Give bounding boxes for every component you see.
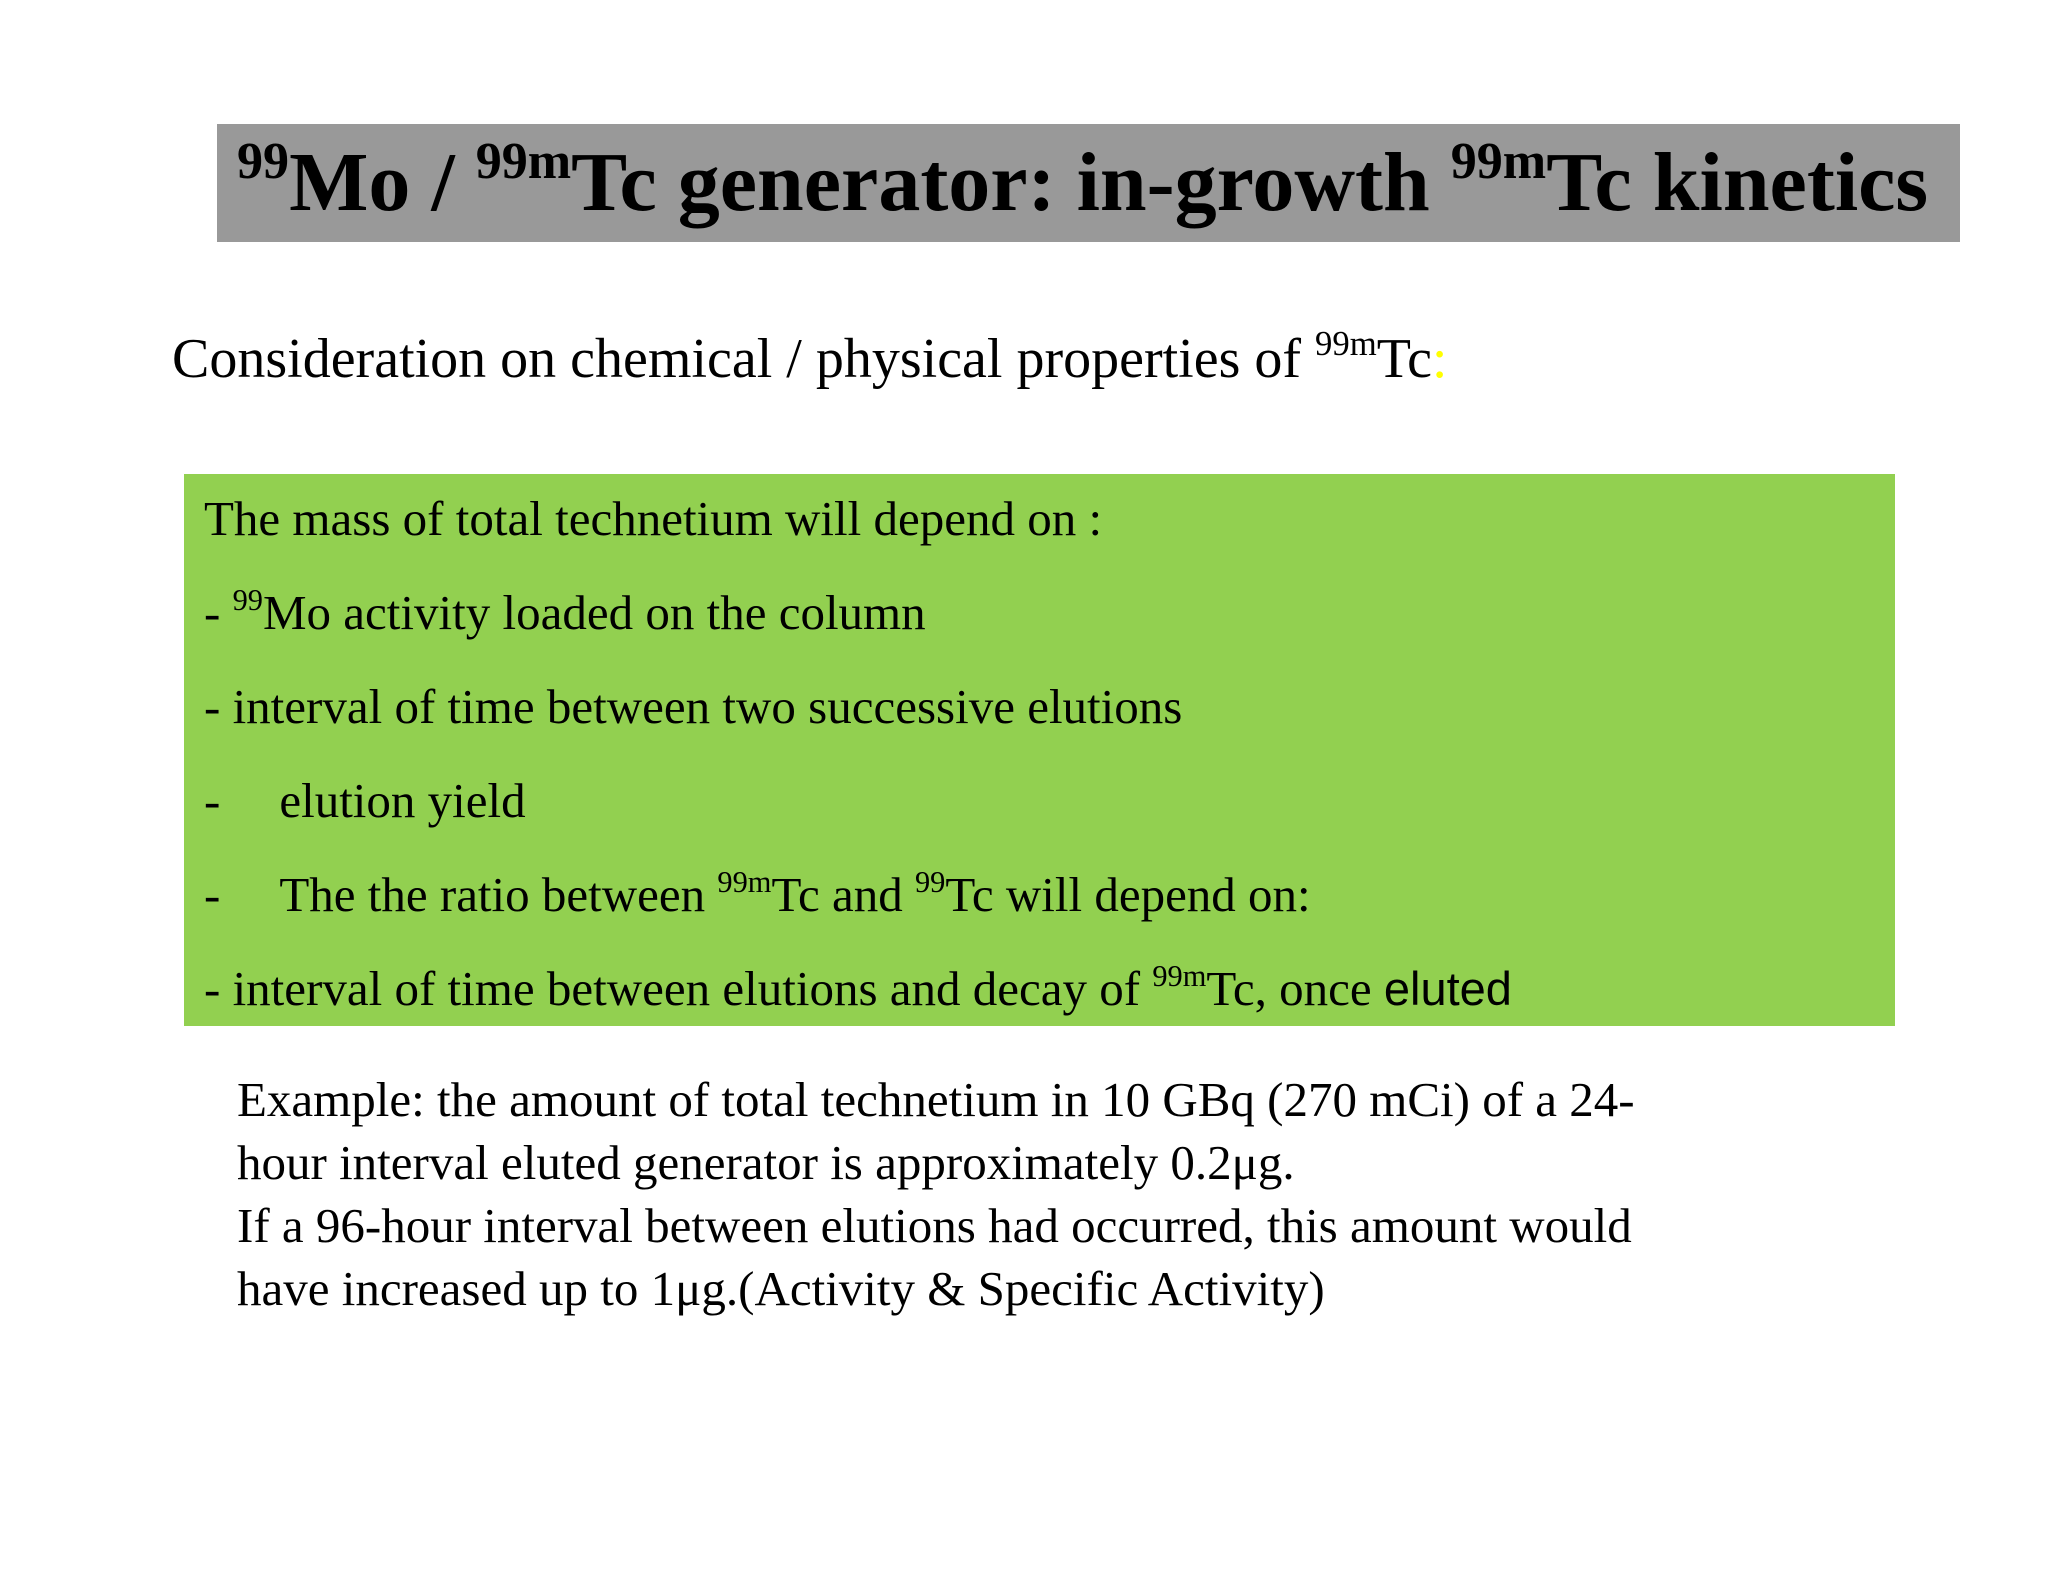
slide-subtitle	[172, 326, 1447, 393]
box-line-5	[204, 866, 1311, 925]
title-text-part: Tc generator: in-growth	[571, 136, 1451, 229]
subtitle-text: Consideration on chemical / physical properties of	[172, 328, 1316, 390]
box-line-5-text-c: Tc will depend on:	[945, 867, 1311, 922]
subtitle-colon: :	[1431, 328, 1448, 390]
box-line-5-sup-b: 99	[914, 865, 946, 900]
box-line-5-sup-a: 99m	[717, 865, 772, 900]
box-line-3: - interval of time between two successive elutions	[204, 679, 1183, 734]
box-line-5-text-b: Tc and	[771, 867, 915, 922]
box-line-4	[204, 772, 526, 831]
example-line-1: Example: the amount of total technetium in 10 GBq (270 mCi) of a 24-	[237, 1072, 1635, 1127]
box-line-6-text-b: Tc, once	[1206, 961, 1384, 1016]
title-isotope-sup: 99m	[475, 132, 572, 190]
box-line-5-dash: -	[204, 867, 221, 922]
subtitle-isotope-sup: 99m	[1315, 324, 1377, 364]
box-line-2-sup: 99	[232, 583, 263, 618]
box-line-2	[204, 584, 926, 643]
title-text-part: Mo /	[289, 136, 476, 229]
box-line-6-sup: 99m	[1152, 959, 1207, 994]
title-isotope-sup: 99m	[1450, 132, 1547, 190]
box-line-4-text: elution yield	[279, 773, 526, 828]
title-text-part: Tc kinetics	[1546, 136, 1929, 229]
example-line-4: have increased up to 1μg.(Activity & Specific Activity)	[237, 1261, 1325, 1316]
example-line-2: hour interval eluted generator is approximately 0.2μg.	[237, 1135, 1295, 1190]
box-line-5-text-a: The the ratio between	[279, 867, 718, 922]
subtitle-element: Tc	[1376, 328, 1432, 390]
box-line-2-text: Mo activity loaded on the column	[262, 585, 926, 640]
title-bar	[217, 124, 1960, 242]
slide-title	[237, 132, 1929, 229]
box-line-6-text-c: eluted	[1383, 962, 1512, 1015]
dependency-box	[184, 474, 1895, 1026]
example-line-3: If a 96-hour interval between elutions had occurred, this amount would	[237, 1198, 1632, 1253]
box-line-6	[204, 960, 1512, 1019]
title-isotope-sup: 99	[237, 132, 290, 190]
box-line-1: The mass of total technetium will depend on :	[204, 491, 1103, 546]
example-paragraph	[237, 1068, 1635, 1320]
box-line-2-dash: -	[204, 585, 233, 640]
box-line-4-dash: -	[204, 773, 221, 828]
box-line-6-text-a: - interval of time between elutions and decay of	[204, 961, 1153, 1016]
